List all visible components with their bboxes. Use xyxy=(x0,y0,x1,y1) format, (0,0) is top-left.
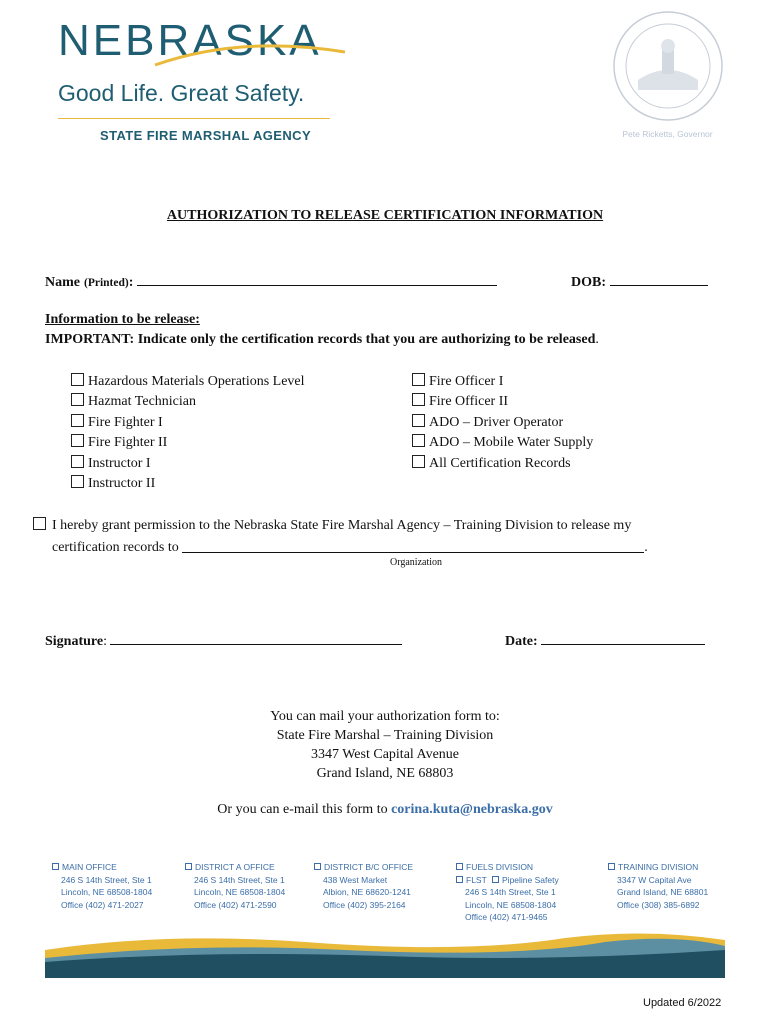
checkbox-icon xyxy=(608,863,615,870)
cert-option[interactable]: Fire Officer II xyxy=(412,392,593,412)
cert-option[interactable]: Hazardous Materials Operations Level xyxy=(71,372,305,392)
cert-option[interactable]: Instructor I xyxy=(71,454,305,474)
checkbox[interactable] xyxy=(71,434,84,447)
cert-option[interactable]: Fire Fighter II xyxy=(71,433,305,453)
checkbox-icon xyxy=(314,863,321,870)
name-sublabel: (Printed) xyxy=(84,277,129,289)
office-main: MAIN OFFICE 246 S 14th Street, Ste 1 Lincoln, NE 68508-1804 Office (402) 471-2027 xyxy=(52,861,152,911)
checkbox-icon xyxy=(456,863,463,870)
checkbox[interactable] xyxy=(71,373,84,386)
checkbox[interactable] xyxy=(412,455,425,468)
date-line[interactable] xyxy=(541,630,705,645)
header-divider xyxy=(58,118,330,119)
checkbox[interactable] xyxy=(412,434,425,447)
name-label: Name xyxy=(45,275,80,290)
permission-line1: I hereby grant permission to the Nebraska State Fire Marshal Agency – Training Division to release my xyxy=(33,517,631,534)
email-link[interactable]: corina.kuta@nebraska.gov xyxy=(391,802,553,817)
checkbox[interactable] xyxy=(71,414,84,427)
governor-name: Pete Ricketts, Governor xyxy=(622,129,713,139)
checkbox-icon xyxy=(456,876,463,883)
name-line[interactable] xyxy=(137,271,497,286)
name-field[interactable]: Name (Printed): xyxy=(45,271,497,291)
logo-swoosh xyxy=(150,30,350,70)
signature-label: Signature xyxy=(45,634,104,649)
permission-line2: certification records to . xyxy=(52,540,648,555)
dob-label: DOB: xyxy=(571,275,606,290)
signature-line[interactable] xyxy=(110,630,402,645)
cert-option[interactable]: ADO – Mobile Water Supply xyxy=(412,433,593,453)
info-heading: Information to be release: xyxy=(45,312,200,327)
cert-option[interactable]: Hazmat Technician xyxy=(71,392,305,412)
office-fuels: FUELS DIVISION FLST Pipeline Safety 246 S 14th Street, Ste 1 Lincoln, NE 68508-1804 Office (402) 471-9465 xyxy=(456,861,559,924)
checkbox[interactable] xyxy=(71,475,84,488)
office-district-bc: DISTRICT B/C OFFICE 438 West Market Albion, NE 68620-1241 Office (402) 395-2164 xyxy=(314,861,413,911)
dob-field[interactable] xyxy=(571,271,708,291)
checkbox[interactable] xyxy=(412,393,425,406)
logo-wordmark: NEBRASKA xyxy=(58,16,322,65)
email-line: Or you can e-mail this form to corina.kuta@nebraska.gov xyxy=(217,802,553,817)
form-title: AUTHORIZATION TO RELEASE CERTIFICATION INFORMATION xyxy=(166,208,604,223)
office-training: TRAINING DIVISION 3347 W Capital Ave Grand Island, NE 68801 Office (308) 385-6892 xyxy=(608,861,708,911)
state-seal-icon xyxy=(612,10,724,122)
important-note: IMPORTANT: Indicate only the certification records that you are authorizing to be released. xyxy=(45,332,599,347)
cert-option[interactable]: ADO – Driver Operator xyxy=(412,413,593,433)
checkbox-icon xyxy=(185,863,192,870)
mail-line-4: Grand Island, NE 68803 xyxy=(316,766,454,781)
checkbox[interactable] xyxy=(71,393,84,406)
cert-option[interactable]: Instructor II xyxy=(71,474,305,494)
date-field[interactable] xyxy=(505,630,705,650)
mail-line-2: State Fire Marshal – Training Division xyxy=(276,728,494,743)
left-cert-list xyxy=(71,372,305,494)
agency-name: STATE FIRE MARSHAL AGENCY xyxy=(100,128,312,143)
cert-option[interactable]: Fire Officer I xyxy=(412,372,593,392)
checkbox[interactable] xyxy=(412,373,425,386)
checkbox[interactable] xyxy=(412,414,425,427)
permission-checkbox[interactable] xyxy=(33,517,46,530)
right-cert-list xyxy=(412,372,593,474)
checkbox-icon xyxy=(492,876,499,883)
checkbox[interactable] xyxy=(71,455,84,468)
organization-label: Organization xyxy=(390,557,443,568)
mail-line-3: 3347 West Capital Avenue xyxy=(310,747,460,762)
date-label: Date: xyxy=(505,634,538,649)
organization-line[interactable] xyxy=(182,538,644,553)
cert-option[interactable]: Fire Fighter I xyxy=(71,413,305,433)
office-district-a: DISTRICT A OFFICE 246 S 14th Street, Ste 1 Lincoln, NE 68508-1804 Office (402) 471-2590 xyxy=(185,861,285,911)
cert-option[interactable]: All Certification Records xyxy=(412,454,593,474)
dob-line[interactable] xyxy=(610,271,708,286)
mail-line-1: You can mail your authorization form to: xyxy=(270,709,500,724)
footer-landscape-banner xyxy=(45,928,725,978)
updated-date: Updated 6/2022 xyxy=(643,997,722,1009)
checkbox-icon xyxy=(52,863,59,870)
tagline: Good Life. Great Safety. xyxy=(58,80,305,106)
signature-field[interactable]: Signature: xyxy=(45,630,402,650)
